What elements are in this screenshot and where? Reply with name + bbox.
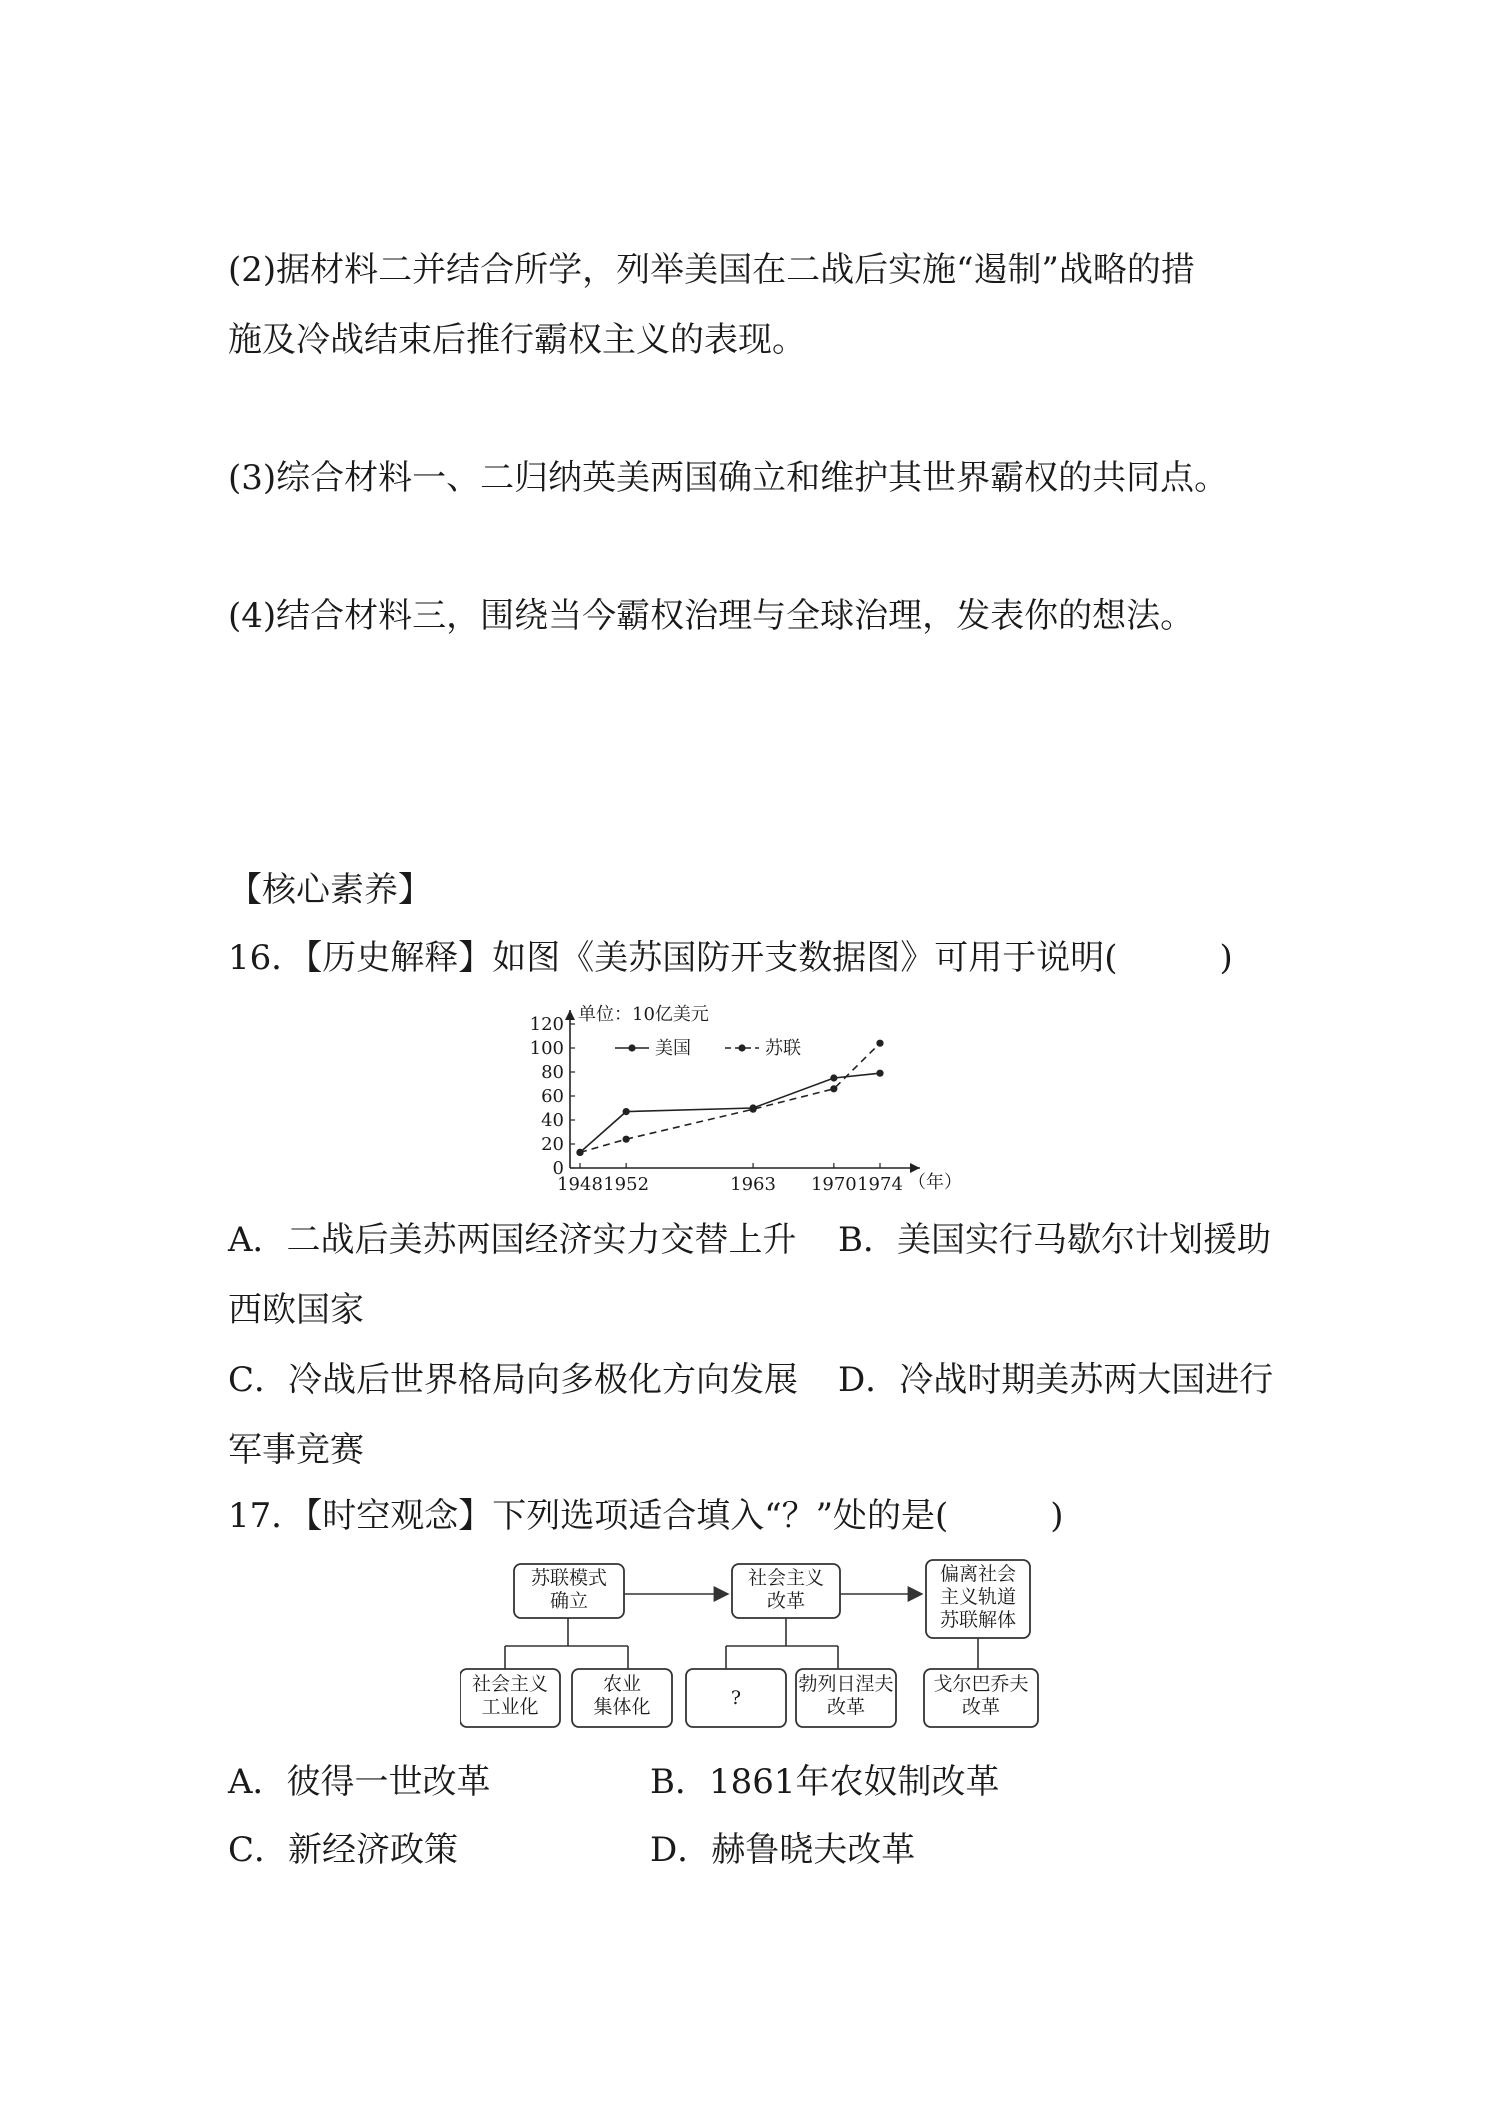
y-axis-arrow [565, 1010, 575, 1020]
y-tick-label: 120 [529, 1014, 564, 1035]
x-tick-label: 1974 [857, 1174, 903, 1195]
q17-stem: 17．【时空观念】下列选项适合填入“？”处的是( ) [228, 1496, 1064, 1536]
x-tick-label: 1948 [557, 1174, 603, 1195]
data-point [623, 1136, 630, 1143]
q16-option-b: B．美国实行马歇尔计划援助 [838, 1220, 1271, 1260]
q4-line-1: (4)结合材料三，围绕当今霸权治理与全球治理，发表你的想法。 [228, 596, 1195, 636]
diagram-box-question [686, 1669, 786, 1727]
q17-option-c: C．新经济政策 [228, 1830, 459, 1870]
diagram-box-soviet-collapse [926, 1560, 1030, 1638]
svg-text:农业集体化: 农业集体化 [593, 1673, 651, 1718]
q16-option-c: C．冷战后世界格局向多极化方向发展 [228, 1360, 799, 1400]
diagram-box-collectivization [572, 1669, 672, 1727]
legend-label-1: 苏联 [765, 1038, 801, 1059]
svg-text:社会主义改革: 社会主义改革 [747, 1567, 825, 1612]
data-point [623, 1108, 630, 1115]
svg-text:?: ? [730, 1687, 742, 1709]
chart-unit-label: 单位：10亿美元 [578, 1004, 709, 1025]
y-tick-label: 20 [541, 1134, 564, 1155]
svg-text:社会主义工业化: 社会主义工业化 [471, 1673, 549, 1718]
soviet-model-diagram [460, 1554, 1060, 1734]
data-point [576, 1149, 583, 1156]
chart-x-axis-label: （年） [908, 1172, 962, 1193]
x-tick-label: 1963 [730, 1174, 776, 1195]
diagram-box-industrialization [460, 1669, 560, 1727]
q17-option-d: D．赫鲁晓夫改革 [650, 1830, 916, 1870]
chart-series [576, 1040, 883, 1156]
legend-marker-1 [738, 1044, 745, 1051]
chart-axes [565, 1010, 920, 1173]
q16-option-d-continued: 军事竞赛 [228, 1430, 364, 1470]
svg-text:偏离社会主义轨道苏联解体: 偏离社会主义轨道苏联解体 [939, 1563, 1017, 1631]
q16-option-a: A．二战后美苏两国经济实力交替上升 [228, 1220, 797, 1260]
x-tick-label: 1952 [603, 1174, 650, 1195]
svg-text:苏联模式确立: 苏联模式确立 [530, 1567, 608, 1612]
legend-marker-0 [628, 1044, 635, 1051]
data-point [749, 1106, 756, 1113]
data-point [876, 1070, 883, 1077]
q16-stem: 16．【历史解释】如图《美苏国防开支数据图》可用于说明( ) [228, 938, 1233, 978]
y-tick-label: 80 [541, 1062, 564, 1083]
svg-text:戈尔巴乔夫改革: 戈尔巴乔夫改革 [933, 1673, 1029, 1718]
data-point [830, 1074, 837, 1081]
y-tick-label: 60 [541, 1086, 564, 1107]
q3-line-1: (3)综合材料一、二归纳英美两国确立和维护其世界霸权的共同点。 [228, 458, 1229, 498]
chart-legend [615, 1038, 801, 1059]
q2-line-2: 施及冷战结束后推行霸权主义的表现。 [228, 320, 806, 360]
y-tick-label: 0 [552, 1158, 564, 1179]
svg-text:勃列日涅夫改革: 勃列日涅夫改革 [798, 1673, 894, 1718]
diagram-box-gorbachev-reform [924, 1669, 1038, 1727]
y-tick-label: 40 [541, 1110, 564, 1131]
section-title: 【核心素养】 [228, 870, 432, 910]
q2-line-1: (2)据材料二并结合所学，列举美国在二战后实施“遏制”战略的措 [228, 250, 1195, 290]
y-tick-label: 100 [529, 1038, 564, 1059]
data-point [876, 1040, 883, 1047]
x-tick-label: 1970 [810, 1174, 857, 1195]
data-point [830, 1085, 837, 1092]
diagram-box-socialist-reform [732, 1564, 840, 1618]
defense-spending-chart [520, 998, 1000, 1198]
q16-option-b-continued: 西欧国家 [228, 1290, 364, 1330]
chart-y-ticks [530, 1014, 575, 1179]
diagram-box-brezhnev-reform [796, 1669, 896, 1727]
q17-option-a: A．彼得一世改革 [228, 1762, 491, 1802]
q17-option-b: B．1861年农奴制改革 [650, 1762, 1000, 1802]
diagram-box-soviet-model [514, 1564, 624, 1618]
legend-label-0: 美国 [655, 1038, 691, 1059]
q16-option-d: D．冷战时期美苏两大国进行 [838, 1360, 1274, 1400]
